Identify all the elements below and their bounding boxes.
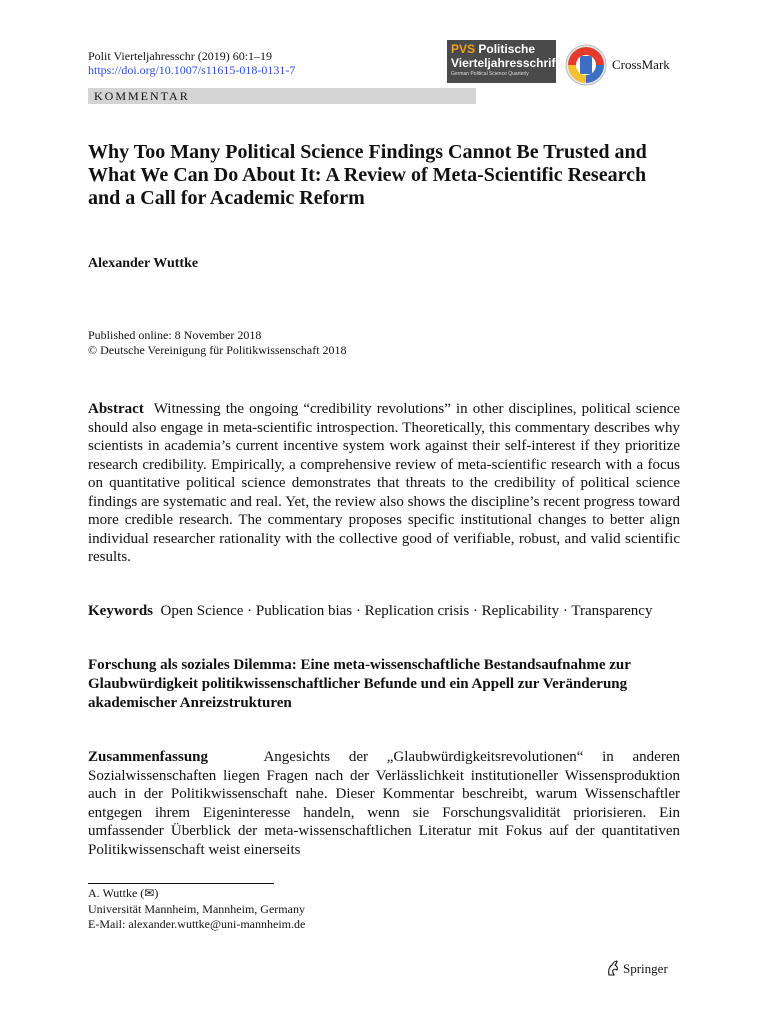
keywords <box>88 602 680 621</box>
summary-text: Angesichts der „Glaubwürdigkeitsrevolutionen“ in anderen Sozialwissenschaften liegen Fragen nach der Verlässlichkeit institutioneller Wissensproduktion auch in der Politikwissenschaft nahe. Dieser Kommentar beschreibt, warum Wissenschaftler entgegen ihrem Eigeninteresse handeln, wenn sie Forschungsvalidität priorisieren. Ein umfassender Überblick der meta-wissenschaftlichen Literatur mit Fokus auf der quantitativen Politikwissenschaft weist einerseits <box>88 749 680 858</box>
section-bar <box>88 88 476 104</box>
german-title: Forschung als soziales Dilemma: Eine meta-wissenschaftliche Bestandsaufnahme zur Glaubwürdigkeit politikwissenschaftlicher Befunde und ein Appell zur Veränderung akademischer Anreizstrukturen <box>88 657 631 711</box>
footnote <box>88 886 305 933</box>
logo-line3: German Political Science Quarterly <box>451 71 529 77</box>
footnote-email[interactable]: E-Mail: alexander.wuttke@uni-mannheim.de <box>88 917 306 931</box>
publication-info <box>88 328 347 358</box>
keywords-text: Open Science · Publication bias · Replication crisis · Replicability · Transparency <box>160 603 653 619</box>
logo-abbr: PVS <box>451 42 476 56</box>
envelope-icon[interactable]: (✉) <box>140 886 159 900</box>
springer-horse-icon <box>606 960 620 976</box>
keywords-label: Keywords <box>88 603 153 619</box>
crossmark-label[interactable]: CrossMark <box>612 57 670 72</box>
publisher-footer <box>606 960 668 977</box>
article-title: Why Too Many Political Science Findings Cannot Be Trusted and What We Can Do About It: A Review of Meta-Scientific Research and a Call for Academic Reform <box>88 141 647 209</box>
logo-line2: Vierteljahresschrift <box>451 56 560 70</box>
abstract <box>88 400 680 567</box>
section-label: KOMMENTAR <box>94 89 190 103</box>
published-date: Published online: 8 November 2018 <box>88 328 262 342</box>
abstract-label: Abstract <box>88 401 144 417</box>
copyright: © Deutsche Vereinigung für Politikwissenschaft 2018 <box>88 343 347 357</box>
abstract-text: Witnessing the ongoing “credibility revolutions” in other disciplines, political science should also engage in meta-scientific introspection. Theoretically, this commentary describes why scientists in academia’s current incentive system work against their self-interest if they prioritize research credibility. Empirically, a comprehensive review of meta-scientific research with a focus on quantitative political science demonstrates that threats to the credibility of political science findings are systematic and real. Yet, the review also shows the discipline’s recent progress toward more credible research. The commentary proposes specific institutional changes to better align individual researcher rationality with the collective good of verifiable, robust, and valid scientific results. <box>88 401 681 565</box>
footnote-affiliation: Universität Mannheim, Mannheim, Germany <box>88 901 305 916</box>
journal-citation: Polit Vierteljahresschr (2019) 60:1–19 <box>88 49 273 63</box>
author-name: Alexander Wuttke <box>88 256 199 271</box>
journal-logo[interactable] <box>447 40 560 83</box>
german-summary <box>88 748 680 859</box>
footnote-author: A. Wuttke <box>88 886 138 900</box>
footnote-rule <box>88 883 274 884</box>
publisher-name: Springer <box>623 961 668 976</box>
crossmark-icon[interactable] <box>565 44 607 86</box>
logo-line1: Politische <box>478 42 536 56</box>
doi-link[interactable]: https://doi.org/10.1007/s11615-018-0131-7 <box>88 63 296 77</box>
summary-label: Zusammenfassung <box>88 749 209 765</box>
